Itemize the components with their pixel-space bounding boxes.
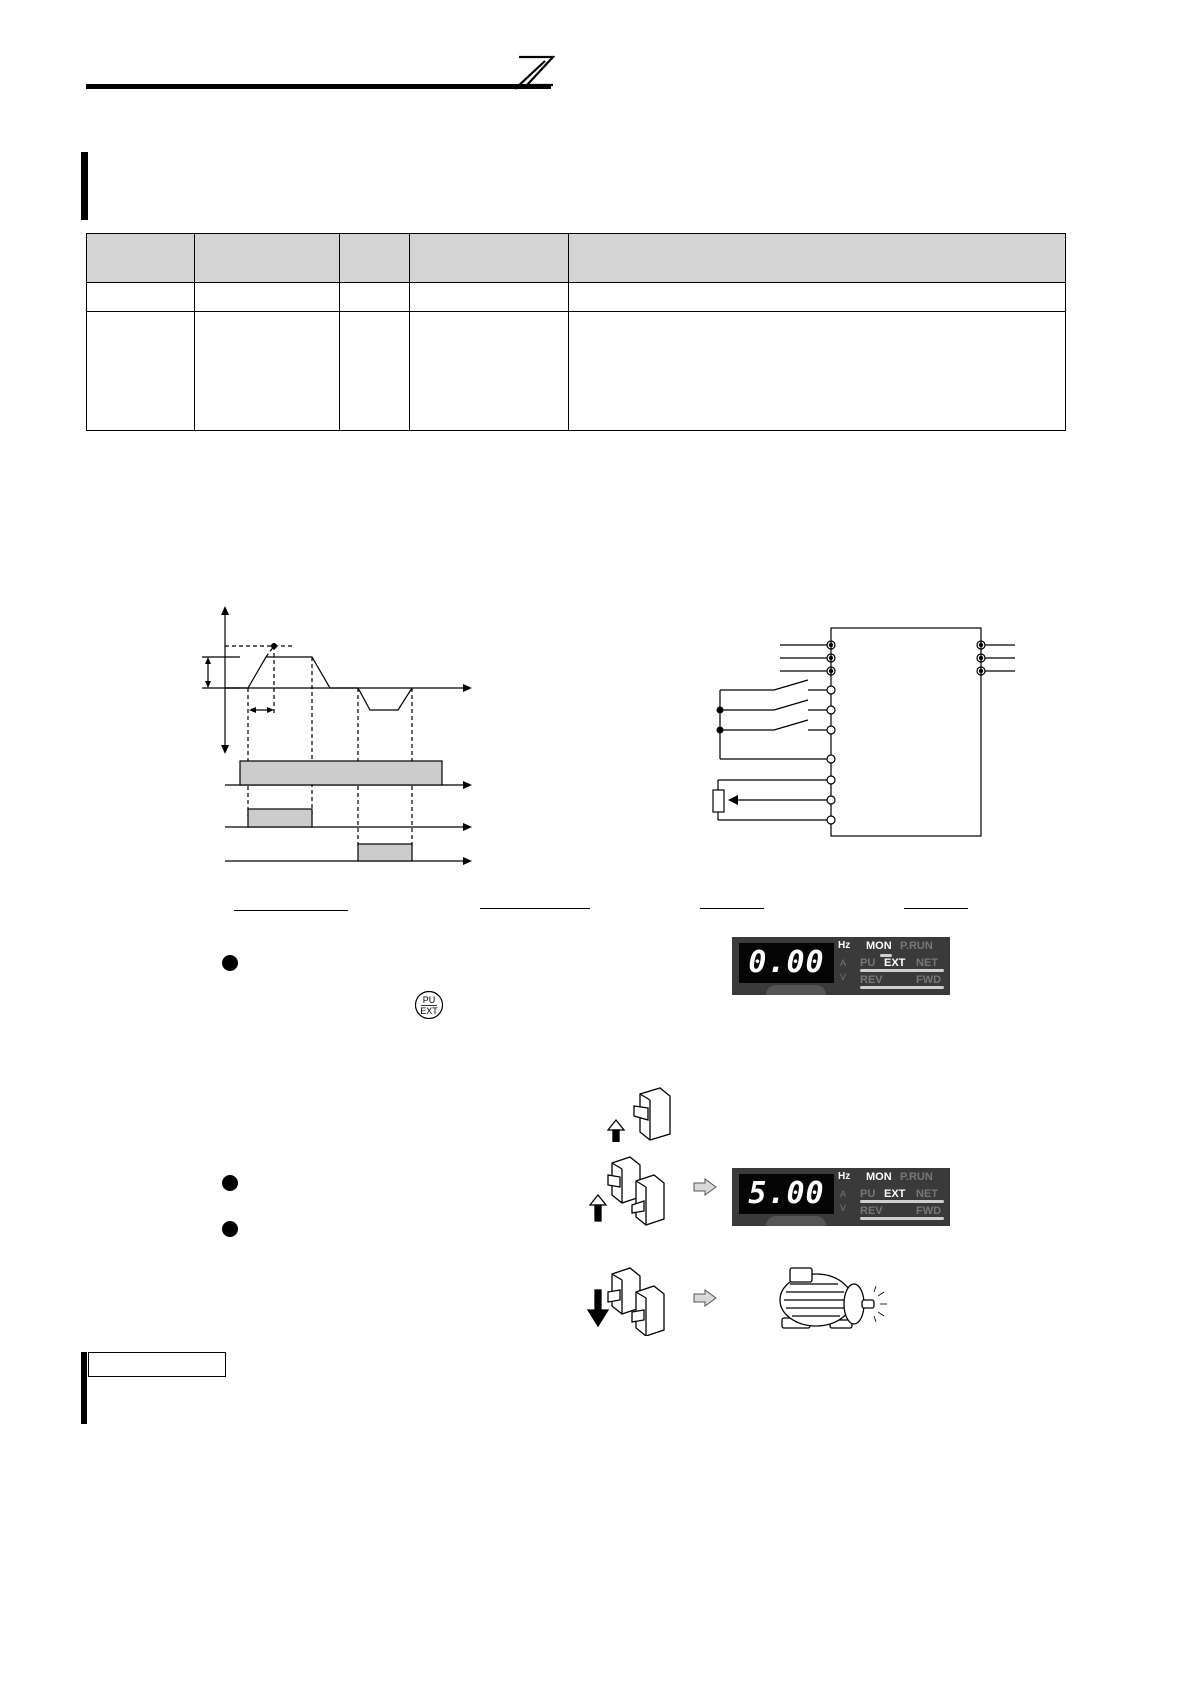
pu-ext-key-icon <box>414 990 444 1020</box>
step-bullet <box>222 1221 238 1237</box>
jog-signal-pulse <box>240 761 442 785</box>
flow-arrow-icon <box>693 1178 717 1196</box>
table-cell <box>569 283 1066 312</box>
frequency-readout: 0.00 <box>748 945 825 980</box>
table-cell <box>195 283 340 312</box>
mode-led-bar <box>860 969 944 972</box>
table-cell <box>87 312 195 431</box>
heading-underline <box>480 908 590 909</box>
pu-indicator: PU <box>860 957 876 969</box>
lcd-screen <box>739 1174 834 1214</box>
direction-led-bar <box>860 1217 944 1220</box>
heading-underline <box>700 908 764 909</box>
table-cell <box>340 283 410 312</box>
table-cell <box>195 312 340 431</box>
column-header <box>340 234 410 283</box>
mitsubishi-z-logo-icon <box>515 55 555 91</box>
mon-indicator: MON <box>866 1171 892 1183</box>
motor-rotating-icon <box>770 1258 890 1342</box>
setting-dial <box>766 1216 826 1226</box>
note-bar <box>81 1352 87 1424</box>
column-header <box>410 234 569 283</box>
potentiometer <box>713 790 724 812</box>
str-signal-pulse <box>358 844 412 861</box>
column-header <box>87 234 195 283</box>
fwd-indicator: FWD <box>916 974 942 986</box>
operation-panel-display <box>732 1168 950 1226</box>
table-row <box>87 312 1066 431</box>
direction-led-bar <box>860 986 944 989</box>
net-indicator: NET <box>916 1188 938 1200</box>
table-row <box>87 283 1066 312</box>
unit-v-label: V <box>840 1203 847 1213</box>
table-cell <box>410 312 569 431</box>
pu-ext-key-top: PU <box>422 995 436 1005</box>
lcd-screen <box>739 943 834 983</box>
unit-hz-label: Hz <box>838 940 851 951</box>
table-cell <box>340 312 410 431</box>
prun-indicator: P.RUN <box>900 1171 933 1183</box>
output-frequency-waveform <box>225 657 412 710</box>
step-bullet <box>222 955 238 971</box>
table-header-row <box>87 234 1066 283</box>
prun-indicator: P.RUN <box>900 940 933 952</box>
heading-underline <box>904 908 968 909</box>
ext-indicator: EXT <box>884 957 906 969</box>
unit-a-label: A <box>840 958 847 968</box>
stf-signal-pulse <box>248 809 312 827</box>
pu-ext-key-bottom: EXT <box>420 1006 438 1016</box>
heading-underline <box>234 910 348 911</box>
start-switch-on-icon <box>586 1155 674 1227</box>
column-header <box>195 234 340 283</box>
inverter-block <box>831 628 981 836</box>
pu-indicator: PU <box>860 1188 876 1200</box>
unit-hz-label: Hz <box>838 1171 851 1182</box>
table-cell <box>87 283 195 312</box>
table-cell <box>410 283 569 312</box>
remarks-label-box <box>88 1352 226 1377</box>
jog-timing-chart <box>200 598 490 873</box>
ext-indicator: EXT <box>884 1188 906 1200</box>
parameter-table <box>86 233 1066 431</box>
mon-led <box>880 954 892 957</box>
jog-switch-on-icon <box>604 1086 674 1142</box>
mode-led-bar <box>860 1200 944 1203</box>
fwd-indicator: FWD <box>916 1205 942 1217</box>
unit-a-label: A <box>840 1189 847 1199</box>
wiring-diagram <box>690 620 1020 850</box>
header-rule <box>86 84 551 89</box>
column-header <box>569 234 1066 283</box>
step-bullet <box>222 1175 238 1191</box>
table-cell <box>569 312 1066 431</box>
unit-v-label: V <box>840 972 847 982</box>
setting-dial <box>766 985 826 995</box>
frequency-readout: 5.00 <box>748 1176 825 1211</box>
operation-panel-display <box>732 937 950 995</box>
start-switch-off-icon <box>586 1266 674 1336</box>
rev-indicator: REV <box>860 1205 883 1217</box>
mon-indicator: MON <box>866 940 892 952</box>
section-title-bar <box>81 152 88 220</box>
rev-indicator: REV <box>860 974 883 986</box>
net-indicator: NET <box>916 957 938 969</box>
flow-arrow-icon <box>693 1289 717 1307</box>
